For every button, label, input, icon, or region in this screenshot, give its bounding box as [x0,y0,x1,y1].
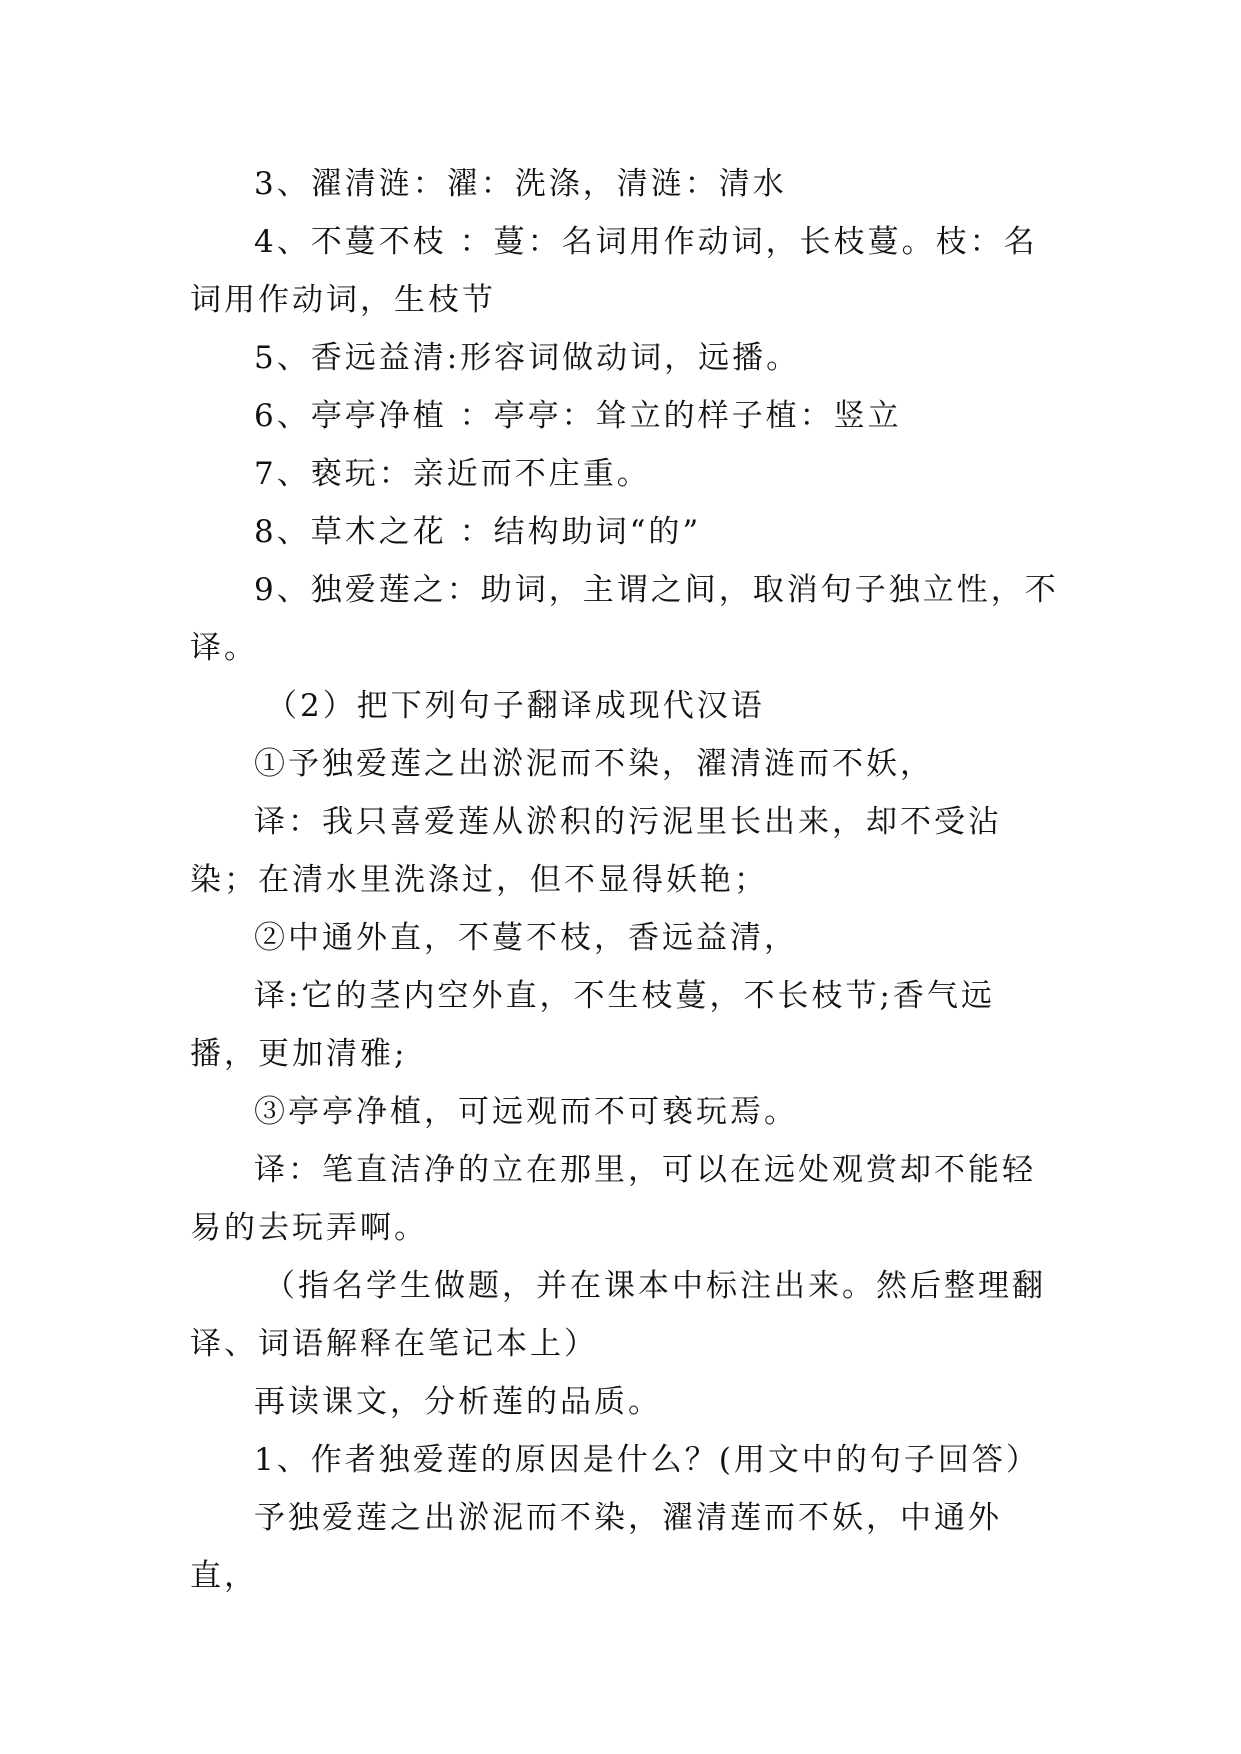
reread-instruction: 再读课文，分析莲的品质。 [254,1384,662,1420]
paragraph-annotation-9: 9、独爱莲之：助词，主谓之间，取消句子独立性，不译。 [190,572,1059,666]
paragraph-annotation-4: 4、不蔓不枝 ：蔓：名词用作动词，长枝蔓。枝：名词用作动词，生枝节 [190,224,1038,318]
sentence-1: ①予独爱莲之出淤泥而不染，濯清涟而不妖， [254,746,934,782]
translation-3: 译：笔直洁净的立在那里，可以在远处观赏却不能轻易的去玩弄啊。 [190,1152,1036,1246]
answer-1: 予独爱莲之出淤泥而不染，濯清莲而不妖，中通外直， [190,1500,1002,1594]
sentence-2: ②中通外直，不蔓不枝，香远益清， [254,920,798,956]
translation-1: 译：我只喜爱莲从淤积的污泥里长出来，却不受沾染；在清水里洗涤过，但不显得妖艳； [190,804,1002,898]
translation-2: 译:它的茎内空外直，不生枝蔓，不长枝节;香气远播，更加清雅; [190,978,995,1072]
document-body [190,155,1060,1605]
paragraph-annotation-5: 5、香远益清:形容词做动词，远播。 [254,340,801,376]
paragraph-annotation-3: 3、濯清涟：濯：洗涤，清涟：清水 [254,166,787,202]
paragraph-annotation-6: 6、亭亭净植 ：亭亭：耸立的样子植：竖立 [254,398,902,434]
sentence-3: ③亭亭净植，可远观而不可亵玩焉。 [254,1094,798,1130]
section-heading-translation: （2）把下列句子翻译成现代汉语 [266,688,765,724]
teacher-note: （指名学生做题，并在课本中标注出来。然后整理翻译、词语解释在笔记本上） [190,1268,1046,1362]
paragraph-annotation-7: 7、亵玩：亲近而不庄重。 [254,456,651,492]
paragraph-annotation-8: 8、草木之花 ：结构助词“的” [254,514,702,550]
question-1: 1、作者独爱莲的原因是什么？(用文中的句子回答） [254,1442,1040,1478]
